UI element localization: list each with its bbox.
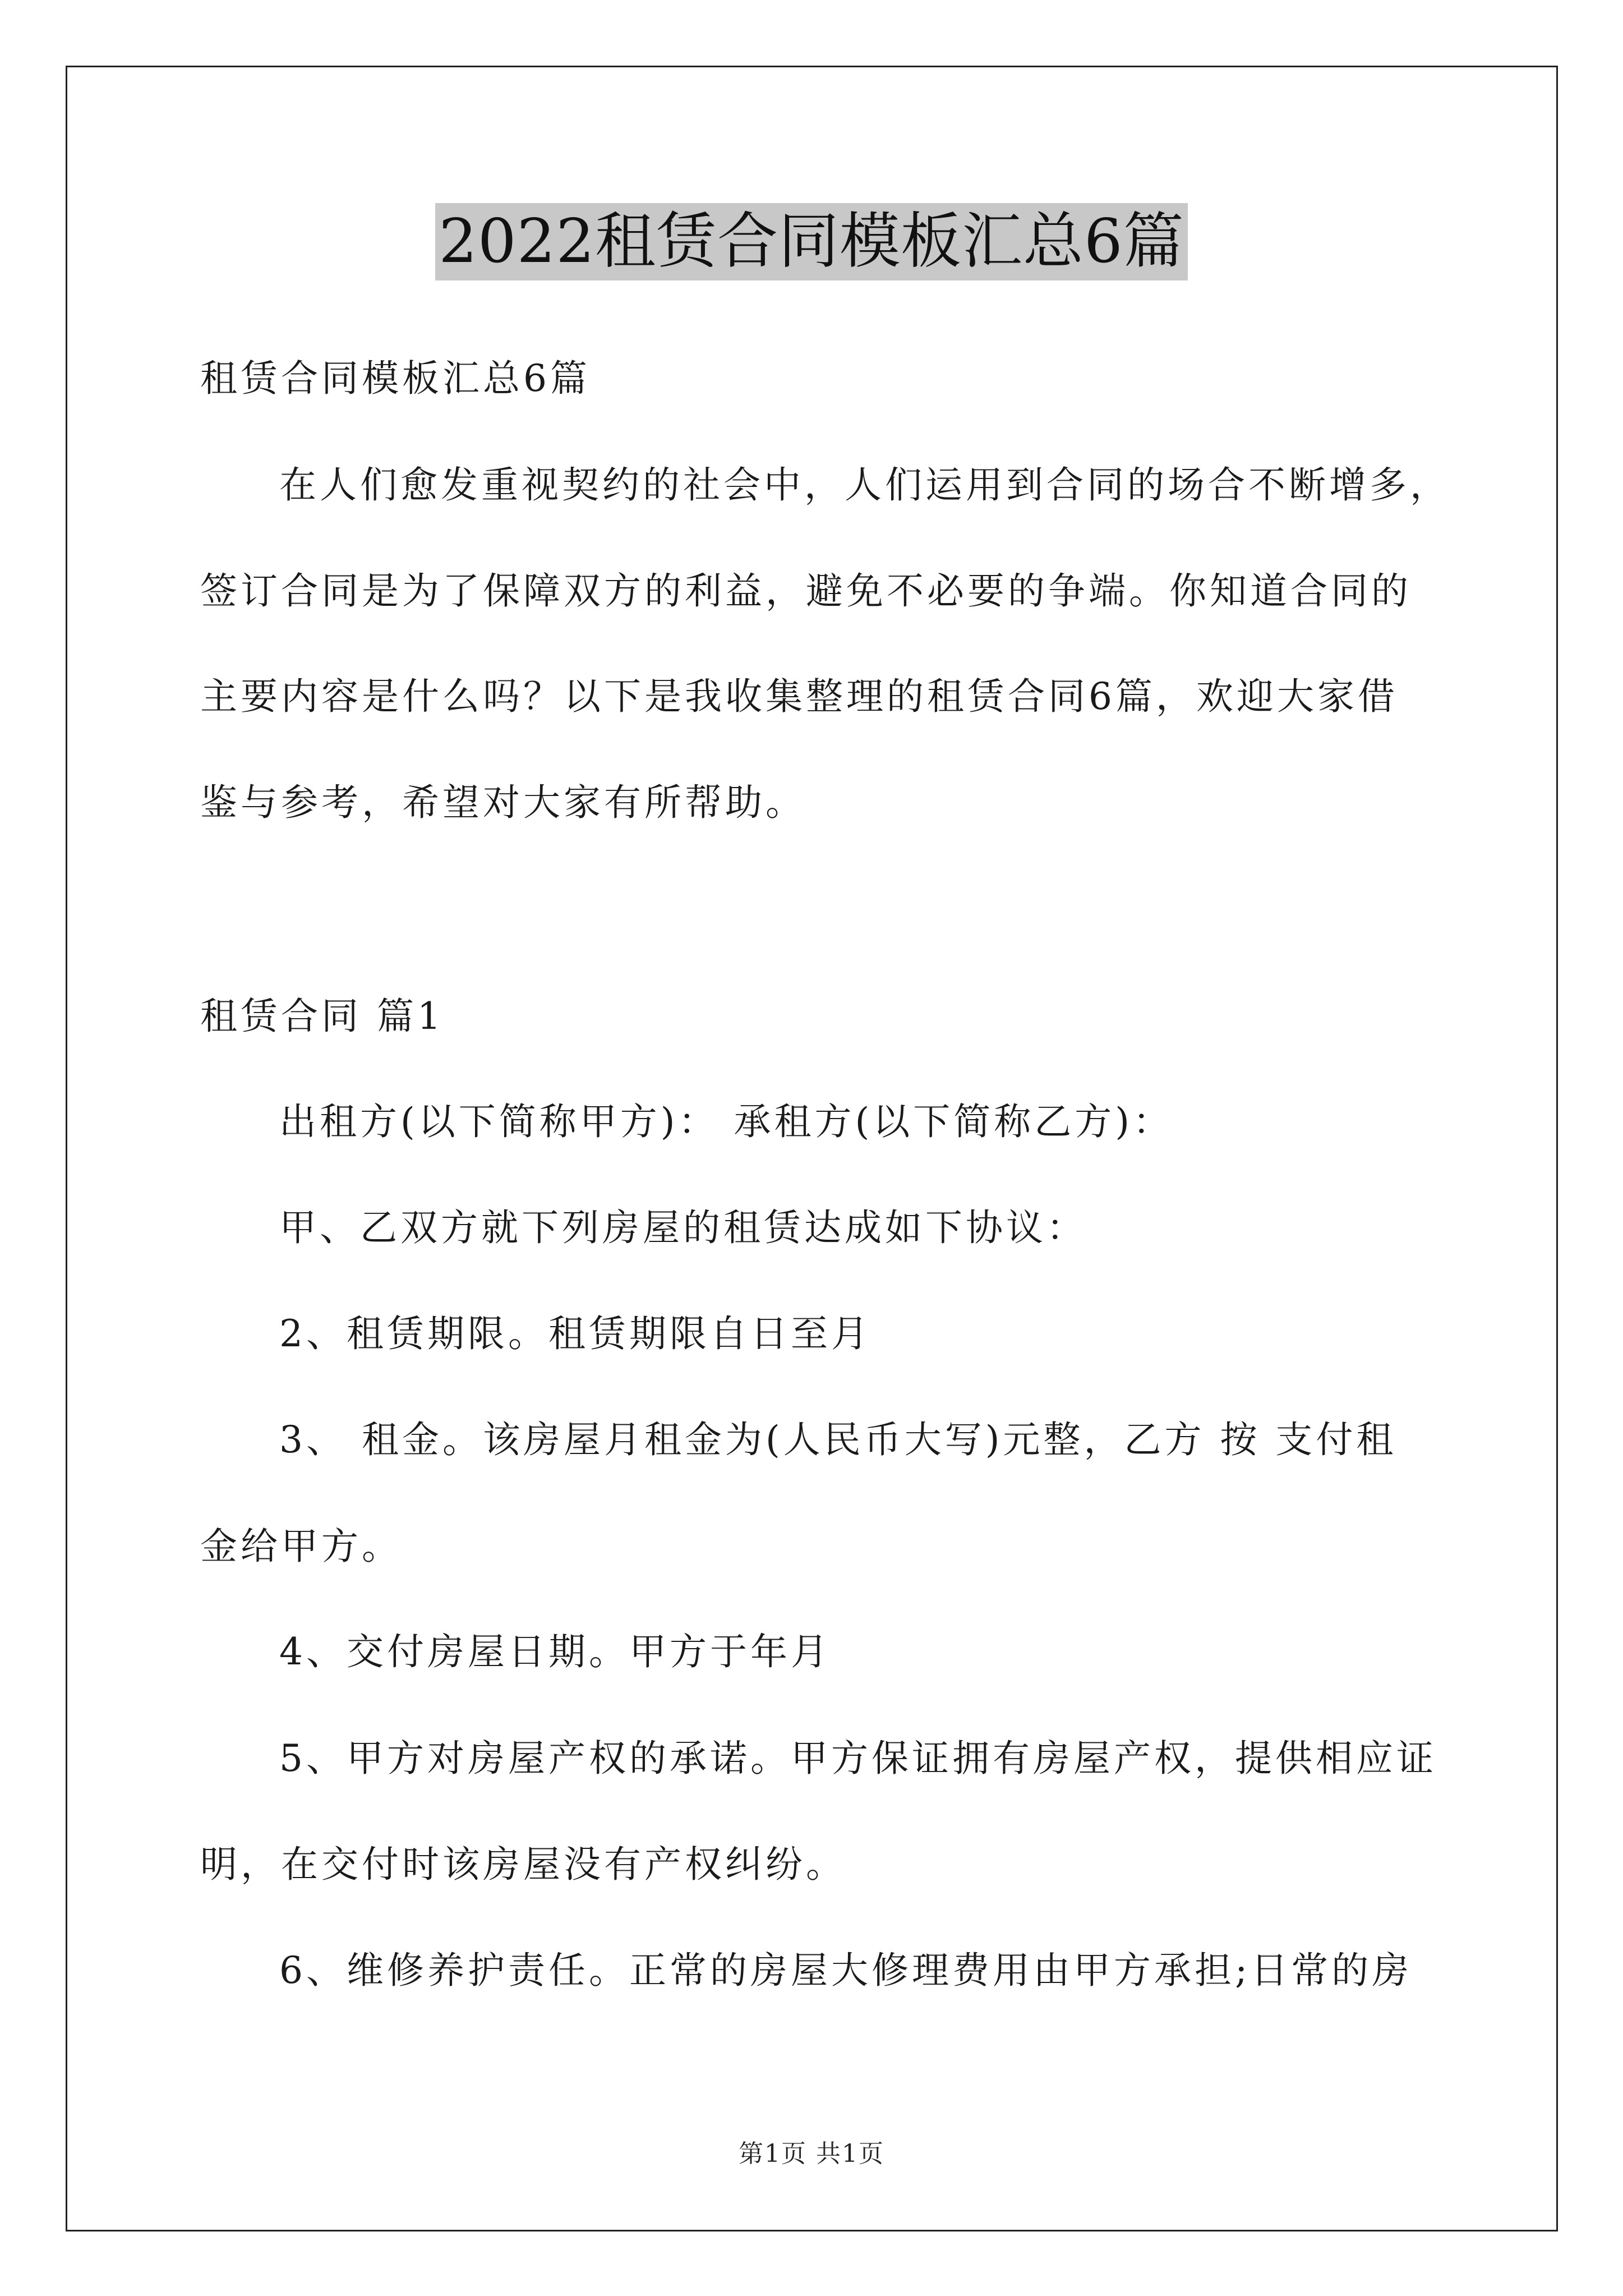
body-line-1: 出租方(以下简称甲方)： 承租方(以下简称乙方)：	[279, 1100, 1173, 1143]
body-line-9: 6、维修养护责任。正常的房屋大修理费用由甲方承担;日常的房	[279, 1949, 1413, 1992]
intro-line-1: 在人们愈发重视契约的社会中，人们运用到合同的场合不断增多，	[279, 463, 1450, 507]
section-heading: 租赁合同 篇1	[200, 995, 444, 1038]
intro-line-4: 鉴与参考，希望对大家有所帮助。	[200, 781, 806, 824]
body-line-3: 2、租赁期限。租赁期限自日至月	[279, 1312, 872, 1355]
document-subtitle: 租赁合同模板汇总6篇	[200, 357, 591, 400]
intro-line-2: 签订合同是为了保障双方的利益，避免不必要的争端。你知道合同的	[200, 569, 1412, 613]
intro-line-3: 主要内容是什么吗？以下是我收集整理的租赁合同6篇，欢迎大家借	[200, 675, 1398, 718]
document-title: 2022租赁合同模板汇总6篇	[435, 203, 1188, 280]
body-line-7: 5、甲方对房屋产权的承诺。甲方保证拥有房屋产权，提供相应证	[279, 1737, 1437, 1780]
body-line-8: 明，在交付时该房屋没有产权纠纷。	[200, 1843, 846, 1886]
body-line-2: 甲、乙双方就下列房屋的租赁达成如下协议：	[279, 1206, 1087, 1249]
body-line-5: 金给甲方。	[200, 1525, 402, 1568]
body-line-6: 4、交付房屋日期。甲方于年月	[279, 1630, 831, 1673]
title-container	[0, 203, 1623, 280]
body-line-4: 3、 租金。该房屋月租金为(人民币大写)元整，乙方 按 支付租	[279, 1418, 1397, 1461]
page-footer: 第1页 共1页	[739, 2139, 884, 2168]
